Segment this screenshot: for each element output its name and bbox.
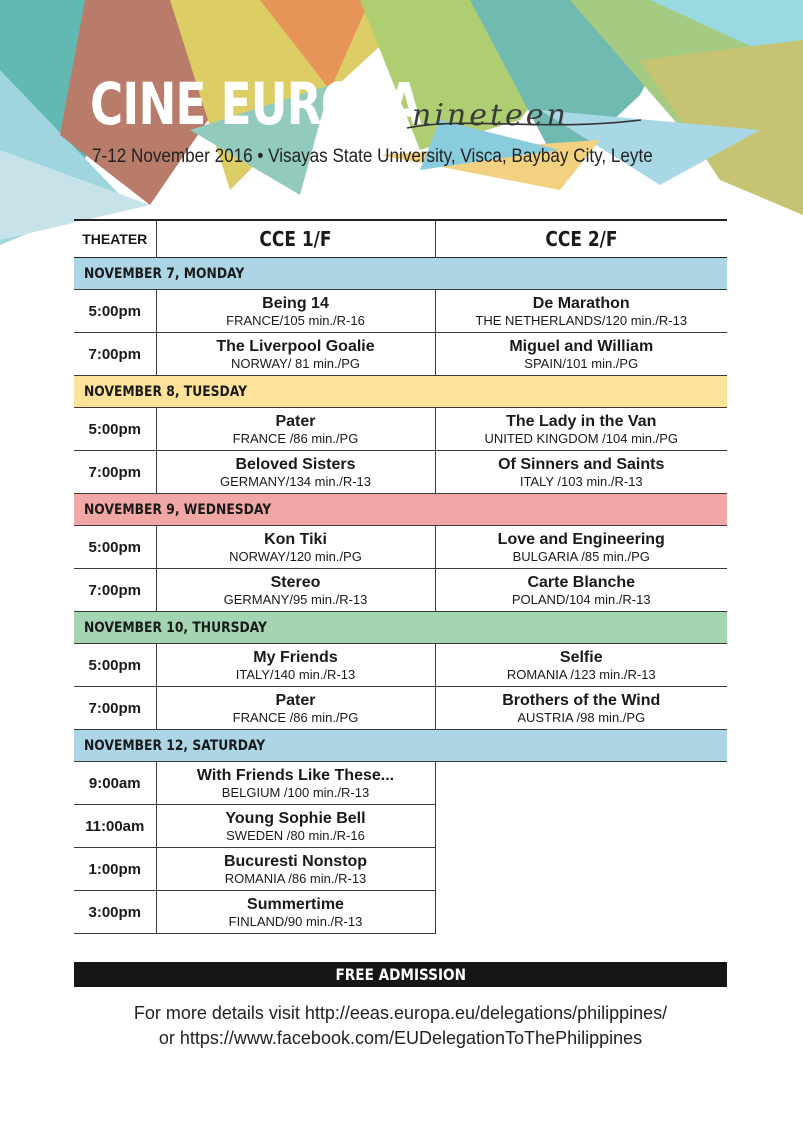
- screening-time: 11:00am: [74, 805, 156, 848]
- poster-script-tagline: nineteen: [412, 98, 569, 133]
- film-title: Beloved Sisters: [235, 455, 356, 473]
- film-details: FRANCE /86 min./PG: [232, 709, 359, 725]
- venue-header-cce1: CCE 1/F: [156, 220, 435, 258]
- film-details: THE NETHERLANDS/120 min./R-13: [475, 312, 688, 328]
- schedule-row: [74, 848, 727, 891]
- film-cell-cce2: [435, 333, 727, 376]
- schedule-row: [74, 644, 727, 687]
- film-details: ITALY/140 min./R-13: [235, 666, 356, 682]
- film-details: BELGIUM /100 min./R-13: [221, 784, 370, 800]
- film-details: ITALY /103 min./R-13: [519, 473, 643, 489]
- film-title: The Lady in the Van: [506, 412, 657, 430]
- film-title: Pater: [275, 412, 316, 430]
- film-cell-cce2: [435, 687, 727, 730]
- film-title: Selfie: [559, 648, 603, 666]
- schedule-row: [74, 526, 727, 569]
- film-title: The Liverpool Goalie: [216, 337, 375, 355]
- film-details: ROMANIA /86 min./R-13: [224, 870, 367, 886]
- day-label: NOVEMBER 8, TUESDAY: [74, 376, 727, 408]
- schedule-row: [74, 687, 727, 730]
- film-title: Bucuresti Nonstop: [223, 852, 368, 870]
- film-details: FRANCE /86 min./PG: [232, 430, 359, 446]
- film-details: GERMANY/134 min./R-13: [220, 473, 371, 489]
- film-details: FINLAND/90 min./R-13: [228, 913, 363, 929]
- footer-line-1: For more details visit http://eeas.europa.eu/delegations/philippines/: [133, 1003, 668, 1023]
- film-details: GERMANY/95 min./R-13: [223, 591, 368, 607]
- film-cell-cce1: [156, 805, 435, 848]
- schedule-row: [74, 333, 727, 376]
- film-details: NORWAY/ 81 min./PG: [230, 355, 361, 371]
- day-header-row: [74, 730, 727, 762]
- film-details: SPAIN/101 min./PG: [524, 355, 639, 371]
- film-cell-cce1: [156, 891, 435, 934]
- empty-cell: [435, 891, 727, 934]
- event-subtitle: 7-12 November 2016 • Visayas State University, Visca, Baybay City, Leyte: [92, 146, 653, 167]
- venue-header-cce2: CCE 2/F: [435, 220, 727, 258]
- film-title: Young Sophie Bell: [225, 809, 366, 827]
- film-cell-cce2: [435, 451, 727, 494]
- film-cell-cce1: [156, 569, 435, 612]
- screening-time: 5:00pm: [74, 408, 156, 451]
- empty-cell: [435, 805, 727, 848]
- film-title: Pater: [275, 691, 316, 709]
- film-cell-cce1: [156, 848, 435, 891]
- screening-time: 7:00pm: [74, 333, 156, 376]
- empty-cell: [435, 848, 727, 891]
- schedule-row: [74, 569, 727, 612]
- film-cell-cce2: [435, 290, 727, 333]
- film-title: Carte Blanche: [527, 573, 636, 591]
- footer-details: [74, 1001, 727, 1051]
- script-underline-swash: [405, 114, 645, 134]
- film-title: My Friends: [253, 648, 338, 666]
- film-details: BULGARIA /85 min./PG: [512, 548, 650, 564]
- film-title: De Marathon: [532, 294, 630, 312]
- schedule-row: [74, 805, 727, 848]
- free-admission-banner: FREE ADMISSION: [74, 962, 727, 987]
- day-header-row: [74, 612, 727, 644]
- screening-time: 7:00pm: [74, 687, 156, 730]
- film-details: AUSTRIA /98 min./PG: [517, 709, 646, 725]
- day-label: NOVEMBER 12, SATURDAY: [74, 730, 727, 762]
- table-header-row: [74, 220, 727, 258]
- film-cell-cce1: [156, 526, 435, 569]
- film-title: Stereo: [270, 573, 321, 591]
- screening-time: 5:00pm: [74, 644, 156, 687]
- film-cell-cce2: [435, 644, 727, 687]
- day-label: NOVEMBER 10, THURSDAY: [74, 612, 727, 644]
- footer-line-2: or https://www.facebook.com/EUDelegationToThePhilippines: [158, 1028, 643, 1048]
- screening-time: 1:00pm: [74, 848, 156, 891]
- film-cell-cce2: [435, 408, 727, 451]
- screening-time: 7:00pm: [74, 569, 156, 612]
- theater-header: THEATER: [74, 220, 156, 258]
- film-cell-cce1: [156, 687, 435, 730]
- film-cell-cce1: [156, 644, 435, 687]
- day-header-row: [74, 494, 727, 526]
- film-cell-cce1: [156, 762, 435, 805]
- film-details: FRANCE/105 min./R-16: [226, 312, 365, 328]
- film-cell-cce1: [156, 451, 435, 494]
- film-title: Kon Tiki: [264, 530, 327, 548]
- film-cell-cce1: [156, 290, 435, 333]
- film-cell-cce1: [156, 408, 435, 451]
- film-details: ROMANIA /123 min./R-13: [506, 666, 656, 682]
- film-title: Miguel and William: [509, 337, 654, 355]
- schedule-row: [74, 451, 727, 494]
- film-details: NORWAY/120 min./PG: [229, 548, 362, 564]
- schedule-row: [74, 891, 727, 934]
- screening-time: 3:00pm: [74, 891, 156, 934]
- film-cell-cce1: [156, 333, 435, 376]
- day-label: NOVEMBER 7, MONDAY: [74, 258, 727, 290]
- schedule-row: [74, 408, 727, 451]
- film-title: Summertime: [247, 895, 344, 913]
- film-title: With Friends Like These...: [196, 766, 395, 784]
- film-details: POLAND/104 min./R-13: [511, 591, 651, 607]
- schedule-row: [74, 762, 727, 805]
- empty-cell: [435, 762, 727, 805]
- film-title: Of Sinners and Saints: [498, 455, 665, 473]
- film-title: Love and Engineering: [497, 530, 665, 548]
- film-title: Being 14: [262, 294, 329, 312]
- film-title: Brothers of the Wind: [502, 691, 661, 709]
- screening-time: 7:00pm: [74, 451, 156, 494]
- day-header-row: [74, 258, 727, 290]
- film-cell-cce2: [435, 526, 727, 569]
- screening-time: 9:00am: [74, 762, 156, 805]
- day-label: NOVEMBER 9, WEDNESDAY: [74, 494, 727, 526]
- schedule-row: [74, 290, 727, 333]
- schedule-table: [74, 219, 727, 934]
- day-header-row: [74, 376, 727, 408]
- poster-title: CINE EUROPA: [90, 70, 421, 138]
- film-details: SWEDEN /80 min./R-16: [226, 827, 365, 843]
- film-cell-cce2: [435, 569, 727, 612]
- film-details: UNITED KINGDOM /104 min./PG: [484, 430, 679, 446]
- screening-time: 5:00pm: [74, 526, 156, 569]
- screening-time: 5:00pm: [74, 290, 156, 333]
